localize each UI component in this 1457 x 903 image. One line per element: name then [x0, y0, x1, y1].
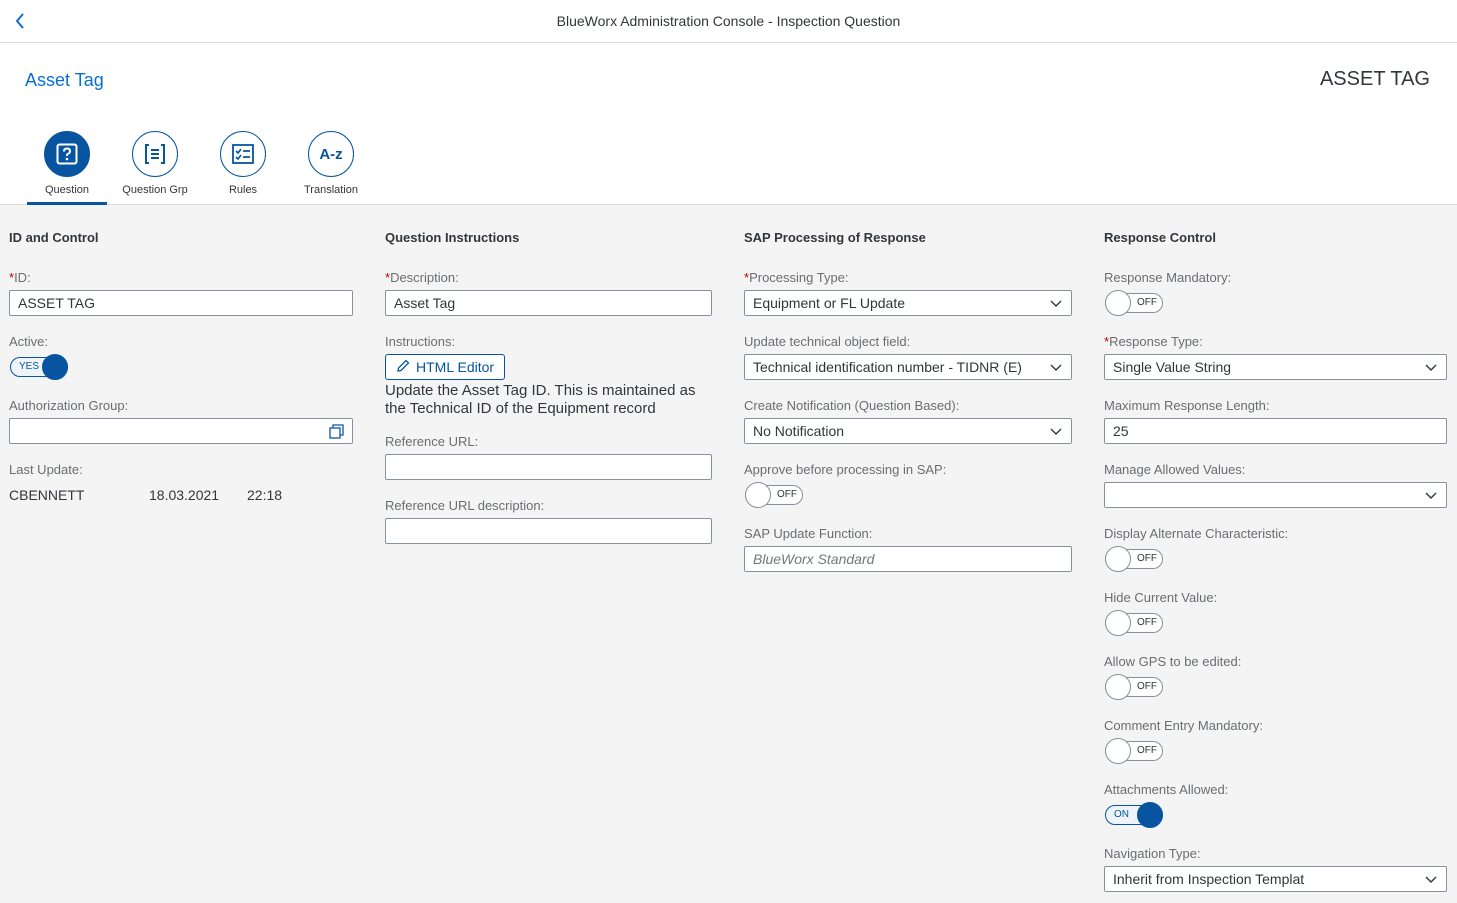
- instructions-text: Update the Asset Tag ID. This is maintained as the Technical ID of the Equipment record: [385, 382, 696, 417]
- active-switch[interactable]: YES: [10, 357, 68, 377]
- chevron-down-icon[interactable]: [1424, 360, 1438, 374]
- hide-current-value-switch[interactable]: OFF: [1105, 613, 1163, 633]
- processing-type-select[interactable]: Equipment or FL Update: [744, 290, 1072, 316]
- svg-text:A-z: A-z: [319, 146, 343, 163]
- max-response-length-input[interactable]: 25: [1104, 418, 1447, 444]
- section-title-id-control: ID and Control: [9, 230, 99, 245]
- instructions-label: Instructions:: [385, 334, 456, 349]
- section-title-instructions: Question Instructions: [385, 230, 520, 245]
- reference-url-input[interactable]: [385, 454, 712, 480]
- navigation-type-select[interactable]: Inherit from Inspection Templat: [1104, 866, 1447, 892]
- tab-label: Question Grp: [122, 184, 188, 196]
- id-label: *ID:: [9, 270, 31, 285]
- create-notification-select[interactable]: No Notification: [744, 418, 1072, 444]
- tab-selected-indicator: [27, 202, 107, 205]
- pencil-icon: [396, 359, 410, 376]
- object-id: ASSET TAG: [1319, 68, 1430, 90]
- approve-switch[interactable]: OFF: [745, 485, 803, 505]
- tab-label: Translation: [303, 184, 358, 196]
- last-update-date: 18.03.2021: [149, 487, 220, 503]
- comment-mandatory-switch[interactable]: OFF: [1105, 741, 1163, 761]
- response-mandatory-label: Response Mandatory:: [1104, 270, 1232, 285]
- navigation-type-label: Navigation Type:: [1104, 846, 1201, 861]
- attachments-allowed-label: Attachments Allowed:: [1104, 782, 1229, 797]
- object-header: [0, 43, 1457, 205]
- description-label: *Description:: [385, 270, 459, 285]
- allowed-values-select[interactable]: [1104, 482, 1447, 508]
- tab-label: Question: [44, 184, 90, 196]
- authorization-group-label: Authorization Group:: [9, 398, 129, 413]
- authorization-group-input[interactable]: [9, 418, 353, 444]
- chevron-down-icon[interactable]: [1049, 360, 1063, 374]
- object-title: Asset Tag: [25, 70, 104, 90]
- tech-field-label: Update technical object field:: [744, 334, 911, 349]
- comment-mandatory-label: Comment Entry Mandatory:: [1104, 718, 1263, 733]
- response-type-label: *Response Type:: [1104, 334, 1203, 349]
- sap-update-function-label: SAP Update Function:: [744, 526, 873, 541]
- question-mark-icon: [44, 131, 90, 177]
- approve-label: Approve before processing in SAP:: [744, 462, 947, 477]
- tab-translation[interactable]: [291, 131, 371, 205]
- tab-question[interactable]: [27, 131, 107, 205]
- shell-bar: [0, 0, 1457, 43]
- sap-update-function-input[interactable]: BlueWorx Standard: [744, 546, 1072, 572]
- active-label: Active:: [9, 334, 49, 349]
- reference-url-label: Reference URL:: [385, 434, 479, 449]
- chevron-down-icon[interactable]: [1049, 296, 1063, 310]
- last-update-label: Last Update:: [9, 462, 83, 477]
- last-update-user: CBENNETT: [9, 487, 85, 503]
- allow-gps-switch[interactable]: OFF: [1105, 677, 1163, 697]
- alternate-characteristic-label: Display Alternate Characteristic:: [1104, 526, 1289, 541]
- chevron-down-icon[interactable]: [1049, 424, 1063, 438]
- tab-rules[interactable]: [203, 131, 283, 205]
- max-response-length-label: Maximum Response Length:: [1104, 398, 1270, 413]
- a-z-icon: [308, 131, 354, 177]
- app-title: BlueWorx Administration Console - Inspection Question: [556, 13, 901, 29]
- section-title-sap-processing: SAP Processing of Response: [744, 230, 926, 245]
- html-editor-button[interactable]: HTML Editor: [385, 354, 505, 380]
- tab-label: Rules: [228, 184, 258, 196]
- value-help-icon[interactable]: [329, 424, 344, 439]
- chevron-down-icon[interactable]: [1424, 872, 1438, 886]
- reference-url-description-label: Reference URL description:: [385, 498, 545, 513]
- reference-url-description-input[interactable]: [385, 518, 712, 544]
- section-title-response-control: Response Control: [1104, 230, 1216, 245]
- last-update-time: 22:18: [247, 487, 283, 503]
- allowed-values-label: Manage Allowed Values:: [1104, 462, 1246, 477]
- alternate-characteristic-switch[interactable]: OFF: [1105, 549, 1163, 569]
- list-icon: [132, 131, 178, 177]
- tech-field-select[interactable]: Technical identification number - TIDNR (E): [744, 354, 1072, 380]
- processing-type-label: *Processing Type:: [744, 270, 849, 285]
- description-input[interactable]: Asset Tag: [385, 290, 712, 316]
- allow-gps-label: Allow GPS to be edited:: [1104, 654, 1242, 669]
- id-input[interactable]: ASSET TAG: [9, 290, 353, 316]
- create-notification-label: Create Notification (Question Based):: [744, 398, 960, 413]
- hide-current-value-label: Hide Current Value:: [1104, 590, 1218, 605]
- response-type-select[interactable]: Single Value String: [1104, 354, 1447, 380]
- response-mandatory-switch[interactable]: OFF: [1105, 293, 1163, 313]
- chevron-down-icon[interactable]: [1424, 488, 1438, 502]
- tab-question-grp[interactable]: [115, 131, 195, 205]
- checklist-icon: [220, 131, 266, 177]
- attachments-allowed-switch[interactable]: ON: [1105, 805, 1163, 825]
